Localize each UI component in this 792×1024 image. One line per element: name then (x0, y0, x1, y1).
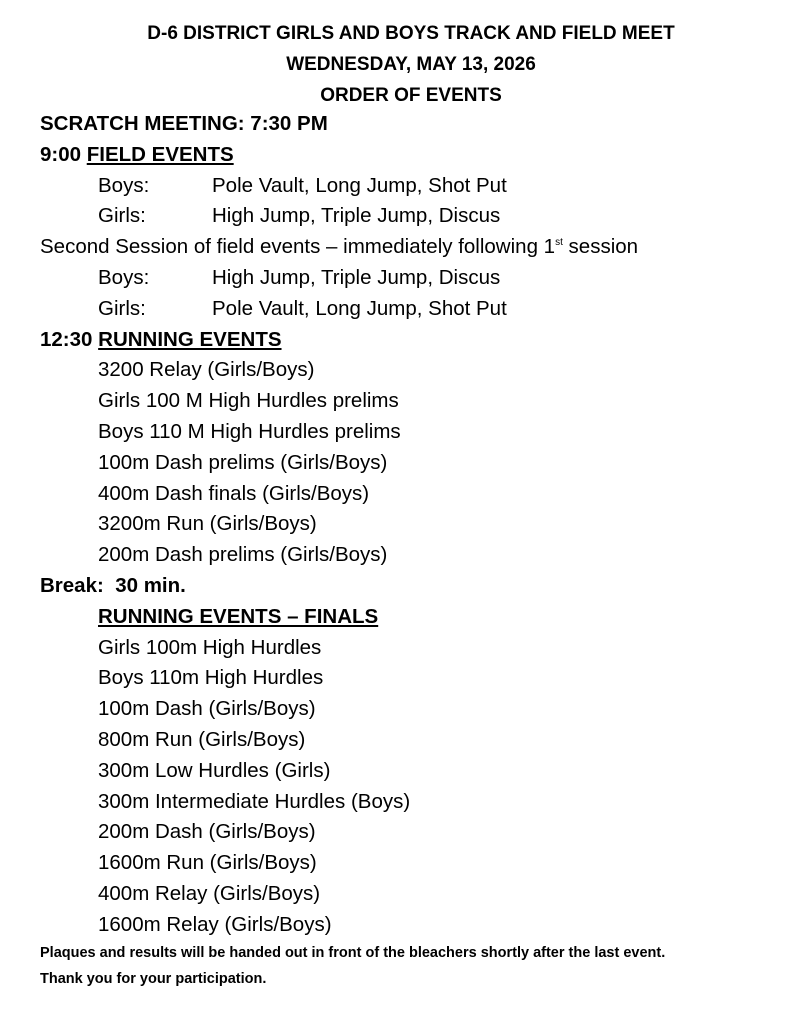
running-event-item: 3200 Relay (Girls/Boys) (98, 358, 315, 382)
footer-notes (40, 940, 780, 992)
field-session-2-boys (40, 263, 780, 294)
running-event-item: 200m Dash prelims (Girls/Boys) (98, 543, 388, 567)
final-event-item: 300m Low Hurdles (Girls) (98, 758, 331, 782)
field-events-title: FIELD EVENTS (86, 142, 234, 166)
second-session-ordinal: st (555, 237, 563, 249)
final-event-item: Girls 100m High Hurdles (98, 635, 322, 659)
finals-title: RUNNING EVENTS – FINALS (98, 604, 379, 628)
second-session-text: Second Session of field events – immediately following 1 (40, 235, 556, 259)
running-event-item: 100m Dash prelims (Girls/Boys) (98, 450, 388, 474)
meet-title: D-6 DISTRICT GIRLS AND BOYS TRACK AND FIELD MEET (147, 23, 675, 44)
second-session-text-end: session (562, 235, 639, 259)
plaques-note: Plaques and results will be handed out in front of the bleachers shortly after the last event. (40, 945, 666, 961)
running-event-item: Boys 110 M High Hurdles prelims (98, 419, 401, 443)
final-event-item: 1600m Relay (Girls/Boys) (98, 912, 332, 936)
running-event-item: 400m Dash finals (Girls/Boys) (98, 481, 370, 505)
schedule-body (40, 109, 780, 941)
scratch-meeting: SCRATCH MEETING: 7:30 PM (40, 112, 328, 135)
field-session-1-girls (40, 201, 780, 232)
running-events-heading (40, 325, 780, 356)
final-event-item: 200m Dash (Girls/Boys) (98, 820, 316, 844)
session-2-girls-label: Girls: (98, 296, 146, 320)
field-session-2-girls (40, 294, 780, 325)
final-event-item: 400m Relay (Girls/Boys) (98, 881, 321, 905)
order-of-events-title: ORDER OF EVENTS (320, 85, 502, 106)
final-event-item: 800m Run (Girls/Boys) (98, 727, 306, 751)
running-event-item: Girls 100 M High Hurdles prelims (98, 389, 399, 413)
session-1-girls-events: High Jump, Triple Jump, Discus (212, 204, 501, 228)
session-1-boys-events: Pole Vault, Long Jump, Shot Put (212, 173, 507, 197)
meet-date: WEDNESDAY, MAY 13, 2026 (286, 54, 536, 75)
final-event-item: 300m Intermediate Hurdles (Boys) (98, 789, 411, 813)
break-line: Break: 30 min. (40, 573, 186, 597)
session-1-girls-label: Girls: (98, 204, 146, 228)
field-session-1-boys (40, 171, 780, 202)
session-2-girls-events: Pole Vault, Long Jump, Shot Put (212, 296, 507, 320)
finals-heading (40, 602, 780, 633)
running-events-time: 12:30 (40, 327, 93, 351)
final-event-item: 1600m Run (Girls/Boys) (98, 851, 317, 875)
running-events-title: RUNNING EVENTS (98, 327, 282, 351)
session-1-boys-label: Boys: (98, 173, 150, 197)
field-events-heading (40, 140, 780, 171)
final-event-item: 100m Dash (Girls/Boys) (98, 697, 316, 721)
second-session-note (40, 232, 780, 263)
thank-you-note: Thank you for your participation. (40, 971, 267, 987)
final-event-item: Boys 110m High Hurdles (98, 666, 324, 690)
field-events-time: 9:00 (40, 142, 82, 166)
session-2-boys-label: Boys: (98, 265, 150, 289)
running-event-item: 3200m Run (Girls/Boys) (98, 512, 317, 536)
title-block (0, 18, 792, 111)
session-2-boys-events: High Jump, Triple Jump, Discus (212, 265, 501, 289)
